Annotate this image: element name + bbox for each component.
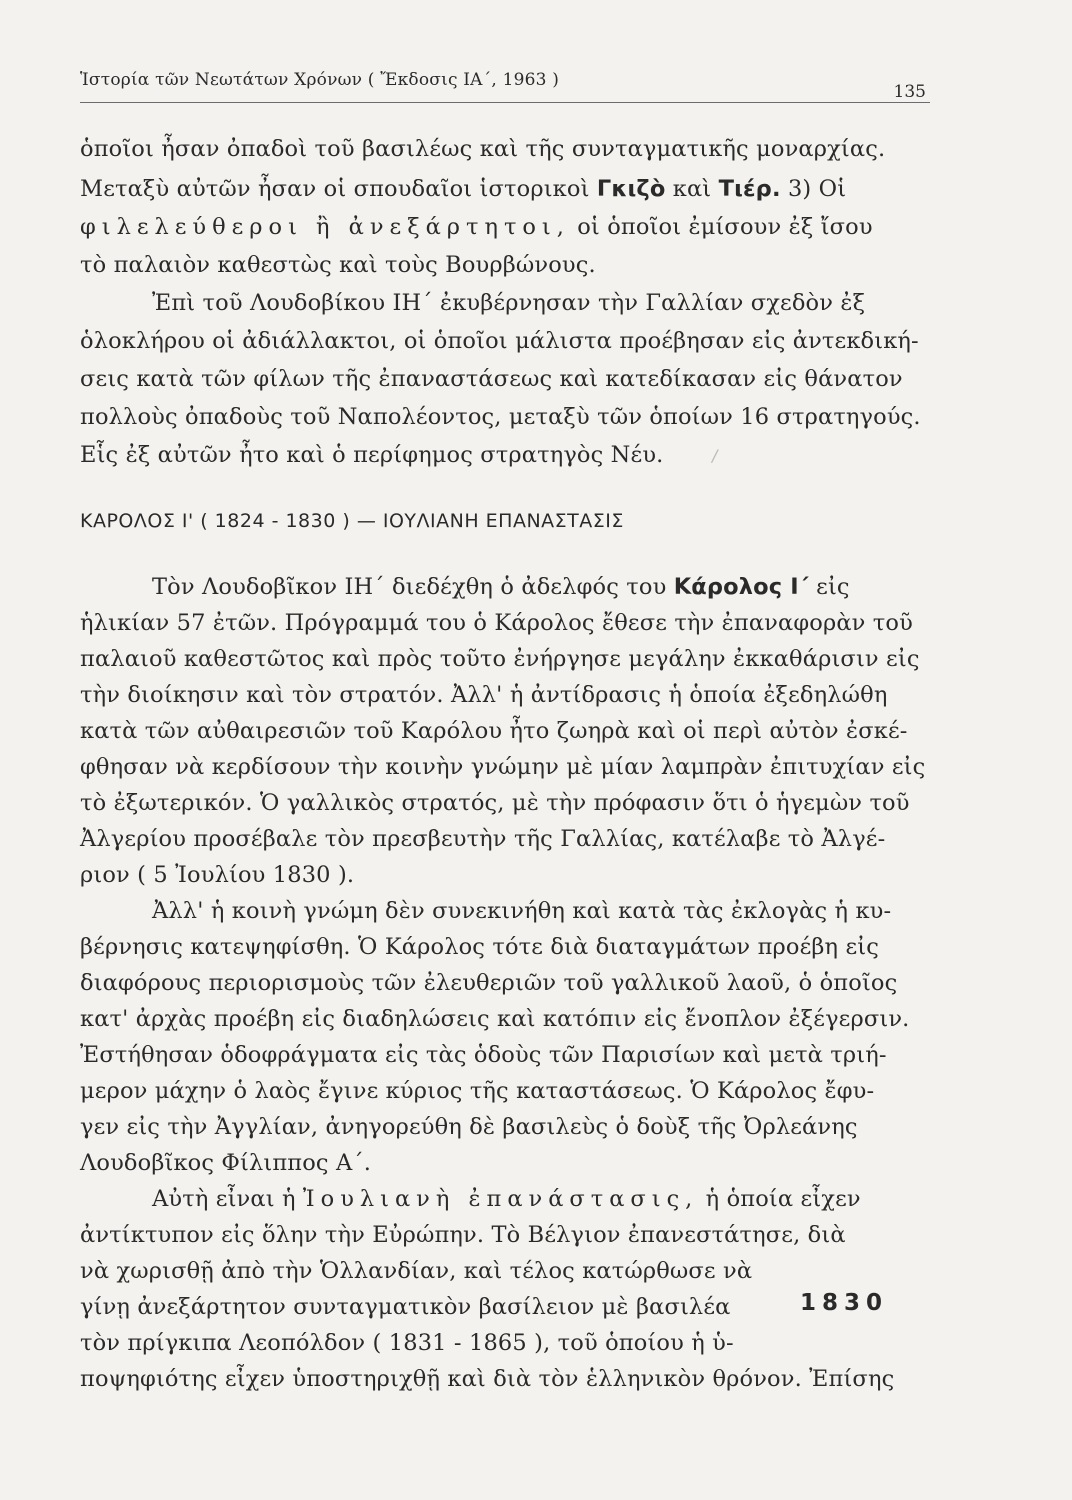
text-line: τὸν πρίγκιπα Λεοπόλδον ( 1831 - 1865 ), τοῦ ὁποίου ἡ ὑ- — [80, 1330, 734, 1356]
text-line: νὰ χωρισθῇ ἀπὸ τὴν Ὁλλανδίαν, καὶ τέλος κατώρθωσε νὰ — [80, 1258, 753, 1284]
text-span: οἱ ὁποῖοι ἐμίσουν ἐξ ἴσου — [569, 214, 873, 240]
text-line — [152, 1184, 925, 1214]
spaced-emphasis: Ἰουλιανὴ ἐπανάστασις, — [302, 1186, 699, 1212]
text-line: Ἀλγερίου προσέβαλε τὸν πρεσβευτὴν τῆς Γαλλίας, κατέλαβε τὸ Ἀλγέ- — [80, 826, 886, 852]
text-span: Μεταξὺ αὐτῶν ἦσαν οἱ σπουδαῖοι ἱστορικοὶ — [80, 176, 597, 202]
bold-name-charles-x: Κάρολος Ι΄ — [673, 574, 809, 600]
header-title: Ἱστορία τῶν Νεωτάτων Χρόνων ( Ἔκδοσις ΙΑ΄, 1963 ) — [80, 70, 560, 90]
bold-name-guizot: Γκιζὸ — [596, 176, 666, 202]
text-span: καὶ — [665, 176, 719, 202]
margin-year-note: 1830 — [800, 1290, 889, 1316]
text-line: μερον μάχην ὁ λαὸς ἔγινε κύριος τῆς καταστάσεως. Ὁ Κάρολος ἔφυ- — [80, 1078, 875, 1104]
text-line: βέρνησις κατεψηφίσθη. Ὁ Κάρολος τότε διὰ διαταγμάτων προέβη εἰς — [80, 934, 880, 960]
text-span: ἡ ὁποία εἶχεν — [698, 1186, 861, 1212]
text-line: ποψηφιότης εἶχεν ὑποστηριχθῇ καὶ διὰ τὸν ἑλληνικὸν θρόνον. Ἐπίσης — [80, 1366, 895, 1392]
text-line: πολλοὺς ὀπαδοὺς τοῦ Ναπολέοντος, μεταξὺ τῶν ὁποίων 16 στρατηγούς. — [80, 404, 921, 430]
text-line: κατ' ἀρχὰς προέβη εἰς διαδηλώσεις καὶ κατόπιν εἰς ἔνοπλον ἐξέγερσιν. — [80, 1006, 910, 1032]
text-line: γεν εἰς τὴν Ἀγγλίαν, ἀνηγορεύθη δὲ βασιλεὺς ὁ δοὺξ τῆς Ὀρλεάνης — [80, 1114, 858, 1140]
section-title: ΚΑΡΟΛΟΣ Ι' ( 1824 - 1830 ) — ΙΟΥΛΙΑΝΗ ΕΠΑΝΑΣΤΑΣΙΣ — [80, 510, 624, 532]
text-line: ὁποῖοι ἦσαν ὀπαδοὶ τοῦ βασιλέως καὶ τῆς συνταγματικῆς μοναρχίας. — [80, 136, 886, 162]
pencil-mark: / — [712, 446, 718, 465]
text-line: ἡλικίαν 57 ἐτῶν. Πρόγραμμά του ὁ Κάρολος ἔθεσε τὴν ἐπαναφορὰν τοῦ — [80, 610, 913, 636]
bold-name-thiers: Τιέρ. — [718, 176, 781, 202]
text-line: ὁλοκλήρου οἱ ἀδιάλλακτοι, οἱ ὁποῖοι μάλιστα προέβησαν εἰς ἀντεκδική- — [80, 328, 919, 354]
text-line: τὸ παλαιὸν καθεστὼς καὶ τοὺς Βουρβώνους. — [80, 252, 596, 278]
text-line — [80, 212, 925, 242]
text-line: ριον ( 5 Ἰουλίου 1830 ). — [80, 862, 355, 888]
text-line — [152, 572, 925, 602]
text-line: διαφόρους περιορισμοὺς τῶν ἐλευθεριῶν τοῦ γαλλικοῦ λαοῦ, ὁ ὁποῖος — [80, 970, 898, 996]
page-number: 135 — [893, 82, 926, 102]
text-line: σεις κατὰ τῶν φίλων τῆς ἐπαναστάσεως καὶ κατεδίκασαν εἰς θάνατον — [80, 366, 903, 392]
text-line: φθησαν νὰ κερδίσουν τὴν κοινὴν γνώμην μὲ μίαν λαμπρὰν ἐπιτυχίαν εἰς — [80, 754, 926, 780]
text-line: Ἀλλ' ἡ κοινὴ γνώμη δὲν συνεκινήθη καὶ κατὰ τὰς ἐκλογὰς ἡ κυ- — [152, 898, 892, 924]
text-line: Λουδοβῖκος Φίλιππος Α΄. — [80, 1150, 372, 1176]
text-line: γίνῃ ἀνεξάρτητον συνταγματικὸν βασίλειον μὲ βασιλέα — [80, 1294, 731, 1320]
text-line: Ἐπὶ τοῦ Λουδοβίκου ΙΗ΄ ἐκυβέρνησαν τὴν Γαλλίαν σχεδὸν ἐξ — [152, 290, 866, 316]
text-line: Εἷς ἐξ αὐτῶν ἦτο καὶ ὁ περίφημος στρατηγὸς Νέυ. — [80, 442, 664, 468]
text-line: τὸ ἐξωτερικόν. Ὁ γαλλικὸς στρατός, μὲ τὴν πρόφασιν ὅτι ὁ ἡγεμὼν τοῦ — [80, 790, 910, 816]
text-span: εἰς — [808, 574, 850, 600]
text-line: παλαιοῦ καθεστῶτος καὶ πρὸς τοῦτο ἐνήργησε μεγάλην ἐκκαθάρισιν εἰς — [80, 646, 920, 672]
text-span: Τὸν Λουδοβῖκον ΙΗ΄ διεδέχθη ὁ ἀδελφός του — [152, 574, 674, 600]
text-span: Αὐτὴ εἶναι ἡ — [152, 1186, 303, 1212]
text-span: 3) Οἱ — [780, 176, 847, 202]
text-line: κατὰ τῶν αὐθαιρεσιῶν τοῦ Καρόλου ἦτο ζωηρὰ καὶ οἱ περὶ αὐτὸν ἐσκέ- — [80, 718, 908, 744]
text-line: τὴν διοίκησιν καὶ τὸν στρατόν. Ἀλλ' ἡ ἀντίδρασις ἡ ὁποία ἐξεδηλώθη — [80, 682, 888, 708]
running-header — [80, 60, 930, 103]
text-line: ἀντίκτυπον εἰς ὅλην τὴν Εὐρώπην. Τὸ Βέλγιον ἐπανεστάτησε, διὰ — [80, 1222, 846, 1248]
text-line: Ἐστήθησαν ὁδοφράγματα εἰς τὰς ὁδοὺς τῶν Παρισίων καὶ μετὰ τριή- — [80, 1042, 887, 1068]
text-line — [80, 174, 925, 204]
spaced-emphasis: φιλελεύθεροι ἢ ἀνεξάρτητοι, — [80, 214, 570, 240]
